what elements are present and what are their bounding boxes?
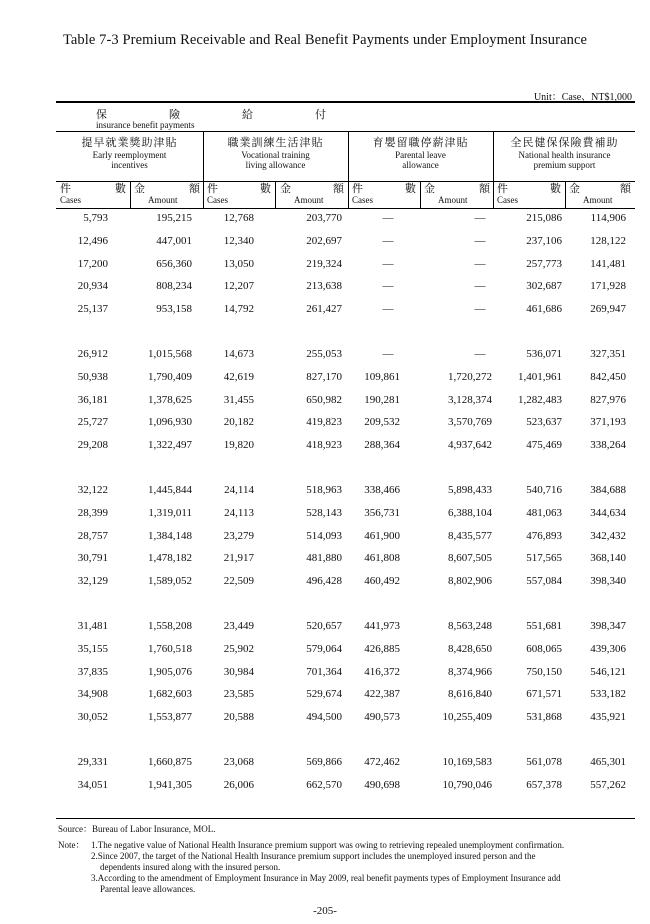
group-char: 保 — [96, 109, 107, 121]
table-cell: 608,065 — [526, 642, 562, 655]
table-cell: 29,208 — [77, 439, 108, 452]
table-cell: 8,607,505 — [448, 552, 492, 565]
table-row — [56, 507, 635, 525]
table-cell: 1,553,877 — [148, 711, 192, 724]
table-cell: 8,435,577 — [448, 529, 492, 542]
table-cell: 24,113 — [224, 506, 254, 519]
table-cell: 808,234 — [156, 280, 192, 293]
table-cell: 8,428,650 — [448, 642, 492, 655]
table-row — [56, 666, 635, 684]
table-cell: 368,140 — [590, 552, 626, 565]
table-cell: 28,399 — [77, 506, 108, 519]
table-cell: 1,322,497 — [148, 439, 192, 452]
table-cell: 14,673 — [223, 348, 254, 360]
subheader-amount: 金 額 Amount — [424, 183, 490, 205]
group-header-rule — [56, 131, 635, 132]
col-header-nhi-premium: 全民健保保險費補助 National health insurance premium support — [510, 137, 619, 170]
table-cell: 23,449 — [223, 620, 254, 632]
table-cell: 371,193 — [590, 416, 626, 429]
table-cell: 31,455 — [223, 393, 254, 406]
table-cell: 514,093 — [306, 529, 342, 542]
table-cell: 34,051 — [77, 778, 108, 791]
table-cell: 25,137 — [77, 303, 108, 316]
table-title: Table 7-3 Premium Receivable and Real Benefit Payments under Employment Insurance — [62, 32, 588, 48]
empty-dash-cell: — — [382, 234, 394, 247]
table-cell: 20,182 — [223, 416, 254, 429]
table-row — [56, 552, 635, 570]
table-cell: 14,792 — [223, 303, 254, 316]
table-cell: 12,207 — [223, 280, 254, 293]
table-cell: 22,509 — [223, 575, 254, 588]
table-cell: 50,938 — [77, 370, 108, 383]
table-cell: 20,588 — [223, 711, 254, 724]
empty-dash-cell: — — [474, 234, 486, 247]
table-cell: 1,941,305 — [148, 778, 192, 791]
table-cell: 20,934 — [77, 280, 108, 293]
table-cell: 8,374,966 — [448, 665, 492, 678]
table-cell: 384,688 — [590, 484, 626, 496]
table-cell: 1,319,011 — [148, 506, 192, 519]
empty-dash-cell: — — [382, 212, 394, 224]
table-cell: 171,928 — [590, 280, 626, 293]
table-row — [56, 575, 635, 593]
table-cell: 28,757 — [77, 529, 108, 542]
table-cell: 30,984 — [223, 665, 254, 678]
table-cell: 750,150 — [526, 665, 562, 678]
table-cell: 416,372 — [364, 665, 400, 678]
empty-dash-cell: — — [474, 257, 486, 270]
empty-dash-cell: — — [382, 280, 394, 293]
subcol-divider — [420, 181, 421, 208]
table-cell: 13,050 — [223, 257, 254, 270]
group-char: 給 — [242, 109, 253, 121]
table-cell: 529,674 — [306, 688, 342, 701]
table-cell: 494,500 — [306, 711, 342, 724]
table-cell: 418,923 — [306, 439, 342, 452]
table-cell: 30,791 — [77, 552, 108, 565]
subheader-cases: 件 數 Cases — [207, 183, 271, 205]
table-cell: 657,378 — [526, 778, 562, 791]
table-bottom-rule — [56, 818, 635, 819]
table-cell: 842,450 — [590, 370, 626, 383]
table-row — [56, 416, 635, 434]
table-cell: 37,835 — [77, 665, 108, 678]
table-cell: 1,445,844 — [148, 484, 192, 496]
table-cell: 302,687 — [526, 280, 562, 293]
table-cell: 1,015,568 — [148, 348, 192, 360]
table-cell: 475,469 — [526, 439, 562, 452]
subcol-divider — [130, 181, 131, 208]
table-cell: 656,360 — [156, 257, 192, 270]
note-line: Parental leave allowances. — [100, 884, 196, 894]
table-cell: 25,727 — [77, 416, 108, 429]
note-line: 3.According to the amendment of Employment Insurance in May 2009, real benefit payments types of Employment Insurance add — [91, 873, 561, 883]
table-cell: 26,912 — [77, 348, 108, 360]
subcol-divider — [565, 181, 566, 208]
table-cell: 490,698 — [364, 778, 400, 791]
table-cell: 1,384,148 — [148, 529, 192, 542]
table-cell: 356,731 — [364, 506, 400, 519]
table-cell: 1,401,961 — [518, 370, 562, 383]
table-cell: 579,064 — [306, 642, 342, 655]
table-cell: 490,573 — [364, 711, 400, 724]
table-cell: 953,158 — [156, 303, 192, 316]
subheader-cases: 件 數 Cases — [60, 183, 126, 205]
table-cell: 461,686 — [526, 303, 562, 316]
table-cell: 557,262 — [590, 778, 626, 791]
table-cell: 472,462 — [364, 756, 400, 768]
table-cell: 215,086 — [526, 212, 562, 224]
table-cell: 109,861 — [364, 370, 400, 383]
table-row — [56, 756, 635, 774]
table-cell: 540,716 — [526, 484, 562, 496]
table-cell: 3,128,374 — [448, 393, 492, 406]
table-cell: 1,720,272 — [448, 370, 492, 383]
group-header-en: insurance benefit payments — [96, 120, 195, 130]
table-row — [56, 643, 635, 661]
table-cell: 12,768 — [223, 212, 254, 224]
table-cell: 202,697 — [306, 234, 342, 247]
table-cell: 1,558,208 — [148, 620, 192, 632]
page-number: -205- — [313, 905, 337, 917]
table-cell: 34,908 — [77, 688, 108, 701]
table-cell: 213,638 — [306, 280, 342, 293]
subcol-divider — [275, 181, 276, 208]
table-cell: 546,121 — [590, 665, 626, 678]
table-cell: 528,143 — [306, 506, 342, 519]
table-cell: 460,492 — [364, 575, 400, 588]
table-cell: 8,563,248 — [448, 620, 492, 632]
table-cell: 1,790,409 — [148, 370, 192, 383]
table-cell: 1,760,518 — [148, 642, 192, 655]
table-cell: 19,820 — [223, 439, 254, 452]
table-cell: 327,351 — [590, 348, 626, 360]
table-cell: 338,466 — [364, 484, 400, 496]
empty-dash-cell: — — [382, 257, 394, 270]
table-cell: 557,084 — [526, 575, 562, 588]
table-cell: 23,068 — [223, 756, 254, 768]
table-top-rule — [56, 101, 635, 103]
table-cell: 561,078 — [526, 756, 562, 768]
table-cell: 520,657 — [306, 620, 342, 632]
col-header-vocational-training: 職業訓練生活津貼 Vocational training living allowance — [227, 137, 324, 170]
table-row — [56, 348, 635, 366]
table-cell: 461,900 — [364, 529, 400, 542]
table-cell: 12,496 — [77, 234, 108, 247]
table-row — [56, 235, 635, 253]
table-cell: 671,571 — [526, 688, 562, 701]
table-cell: 398,340 — [590, 575, 626, 588]
table-cell: 5,898,433 — [448, 484, 492, 496]
table-cell: 1,682,603 — [148, 688, 192, 701]
subheader-amount: 金 額 Amount — [280, 183, 344, 205]
table-cell: 533,182 — [590, 688, 626, 701]
table-cell: 827,976 — [590, 393, 626, 406]
table-row — [56, 303, 635, 321]
table-cell: 518,963 — [306, 484, 342, 496]
table-cell: 17,200 — [77, 257, 108, 270]
table-cell: 10,790,046 — [442, 778, 492, 791]
table-cell: 1,378,625 — [148, 393, 192, 406]
table-cell: 476,893 — [526, 529, 562, 542]
table-cell: 219,324 — [306, 257, 342, 270]
group-char: 險 — [169, 109, 180, 121]
table-row — [56, 620, 635, 638]
table-cell: 481,880 — [306, 552, 342, 565]
table-cell: 441,973 — [364, 620, 400, 632]
table-cell: 1,660,875 — [148, 756, 192, 768]
note-line: 2.Since 2007, the target of the National Health Insurance premium support includes the unemployed insured person and the — [91, 851, 536, 861]
table-cell: 32,122 — [77, 484, 108, 496]
table-cell: 650,982 — [306, 393, 342, 406]
table-cell: 29,331 — [77, 756, 108, 768]
table-cell: 419,823 — [306, 416, 342, 429]
table-row — [56, 258, 635, 276]
table-cell: 31,481 — [77, 620, 108, 632]
table-cell: 8,802,906 — [448, 575, 492, 588]
table-cell: 536,071 — [526, 348, 562, 360]
table-cell: 398,347 — [590, 620, 626, 632]
table-cell: 203,770 — [306, 212, 342, 224]
table-cell: 569,866 — [306, 756, 342, 768]
table-cell: 3,570,769 — [448, 416, 492, 429]
table-row — [56, 280, 635, 298]
empty-dash-cell: — — [474, 212, 486, 224]
table-row — [56, 484, 635, 502]
empty-dash-cell: — — [474, 280, 486, 293]
table-cell: 26,006 — [223, 778, 254, 791]
table-cell: 24,114 — [224, 484, 254, 496]
table-cell: 35,155 — [77, 642, 108, 655]
table-cell: 342,432 — [590, 529, 626, 542]
note-label: Note： — [58, 840, 85, 850]
table-cell: 21,917 — [223, 552, 254, 565]
table-row — [56, 711, 635, 729]
table-cell: 1,905,076 — [148, 665, 192, 678]
table-cell: 10,169,583 — [442, 756, 492, 768]
table-cell: 465,301 — [590, 756, 626, 768]
table-cell: 5,793 — [83, 212, 108, 224]
table-cell: 10,255,409 — [442, 711, 492, 724]
table-cell: 1,478,182 — [148, 552, 192, 565]
subheader-cases: 件 數 Cases — [497, 183, 561, 205]
header-bottom-rule — [56, 208, 635, 209]
table-cell: 481,063 — [526, 506, 562, 519]
table-cell: 36,181 — [77, 393, 108, 406]
empty-dash-cell: — — [382, 303, 394, 316]
table-cell: 30,052 — [77, 711, 108, 724]
table-cell: 237,106 — [526, 234, 562, 247]
table-cell: 114,906 — [590, 212, 626, 224]
table-cell: 141,481 — [590, 257, 626, 270]
subheader-amount: 金 額 Amount — [569, 183, 631, 205]
table-cell: 128,122 — [590, 234, 626, 247]
table-cell: 288,364 — [364, 439, 400, 452]
table-cell: 42,619 — [223, 370, 254, 383]
table-cell: 209,532 — [364, 416, 400, 429]
table-cell: 531,868 — [526, 711, 562, 724]
subheader-cases: 件 數 Cases — [352, 183, 416, 205]
table-cell: 517,565 — [526, 552, 562, 565]
table-cell: 190,281 — [364, 393, 400, 406]
table-cell: 496,428 — [306, 575, 342, 588]
table-row — [56, 212, 635, 230]
col-header-parental-leave: 育嬰留職停薪津貼 Parental leave allowance — [372, 137, 469, 170]
table-row — [56, 779, 635, 797]
table-cell: 23,279 — [223, 529, 254, 542]
subheader-amount: 金 額 Amount — [134, 183, 200, 205]
empty-dash-cell: — — [474, 303, 486, 316]
note-line: 1.The negative value of National Health Insurance premium support was owing to retrieving repealed unemployment confirmation. — [91, 840, 565, 850]
subheader-rule — [56, 181, 635, 182]
table-cell: 32,129 — [77, 575, 108, 588]
table-cell: 25,902 — [223, 642, 254, 655]
empty-dash-cell: — — [382, 348, 394, 360]
table-row — [56, 530, 635, 548]
table-cell: 255,053 — [306, 348, 342, 360]
table-cell: 12,340 — [223, 234, 254, 247]
table-cell: 426,885 — [364, 642, 400, 655]
group-char: 付 — [315, 109, 326, 121]
table-cell: 662,570 — [306, 778, 342, 791]
note-line: dependents insured along with the insured person. — [100, 862, 281, 872]
table-cell: 344,634 — [590, 506, 626, 519]
table-row — [56, 394, 635, 412]
table-cell: 257,773 — [526, 257, 562, 270]
unit-label: Unit：Case、NT$1,000 — [533, 92, 632, 103]
empty-dash-cell: — — [474, 348, 486, 360]
table-cell: 6,388,104 — [448, 506, 492, 519]
table-cell: 523,637 — [526, 416, 562, 429]
table-cell: 338,264 — [590, 439, 626, 452]
table-cell: 1,282,483 — [518, 393, 562, 406]
table-cell: 195,215 — [156, 212, 192, 224]
table-cell: 439,306 — [590, 642, 626, 655]
table-cell: 461,808 — [364, 552, 400, 565]
table-cell: 23,585 — [223, 688, 254, 701]
table-cell: 435,921 — [590, 711, 626, 724]
table-cell: 422,387 — [364, 688, 400, 701]
col-header-early-reemployment: 提早就業獎助津貼 Early reemployment incentives — [81, 137, 178, 170]
table-cell: 447,001 — [156, 234, 192, 247]
table-cell: 269,947 — [590, 303, 626, 316]
table-cell: 1,096,930 — [148, 416, 192, 429]
table-cell: 4,937,642 — [448, 439, 492, 452]
table-row — [56, 439, 635, 457]
table-cell: 261,427 — [306, 303, 342, 316]
table-cell: 701,364 — [306, 665, 342, 678]
table-cell: 827,170 — [306, 370, 342, 383]
table-cell: 1,589,052 — [148, 575, 192, 588]
table-cell: 8,616,840 — [448, 688, 492, 701]
source-note: Source：Bureau of Labor Insurance, MOL. — [58, 824, 216, 834]
table-row — [56, 688, 635, 706]
table-row — [56, 371, 635, 389]
table-cell: 551,681 — [526, 620, 562, 632]
